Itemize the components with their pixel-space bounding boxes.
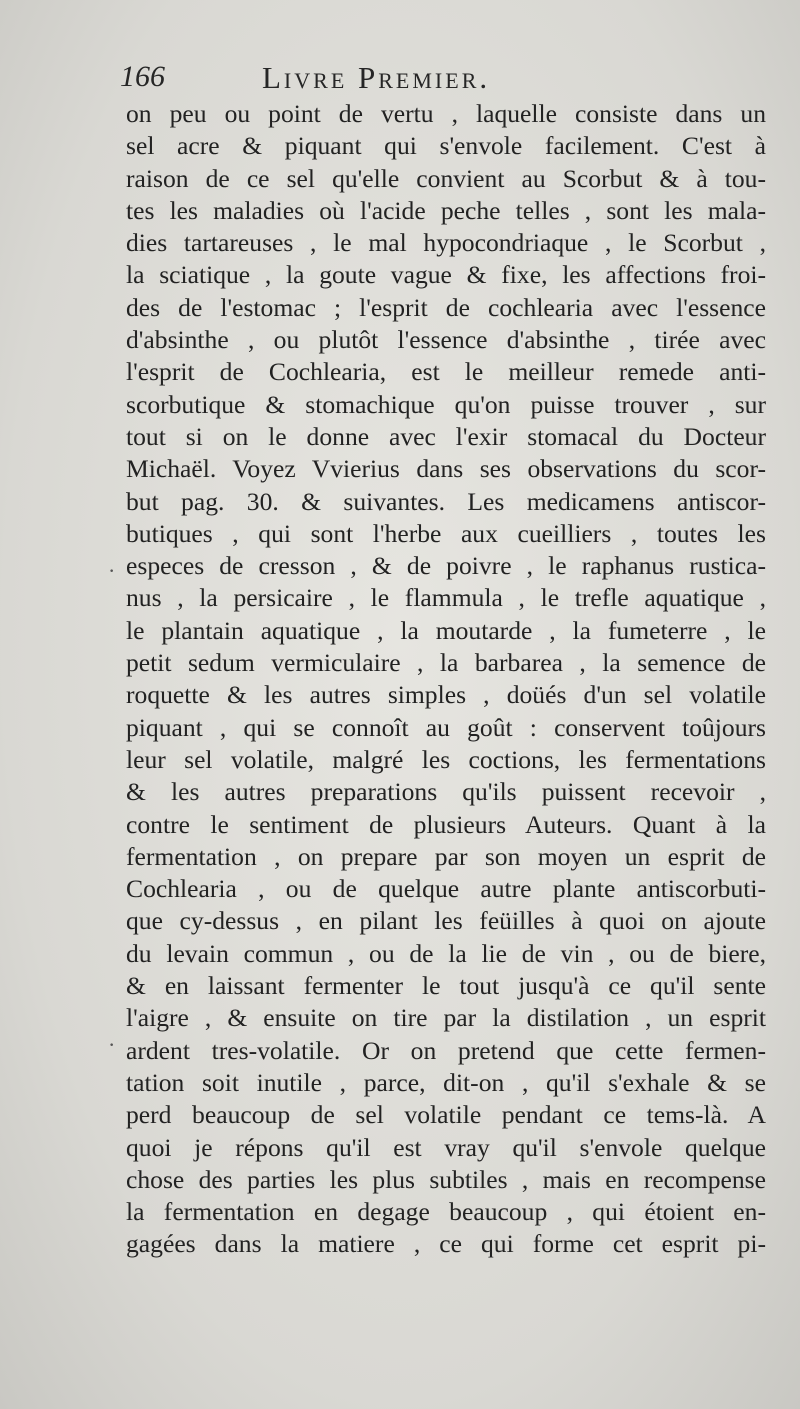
text-line: la sciatique , la goute vague & fixe, les affections froi-	[126, 260, 766, 290]
text-line: perd beaucoup de sel volatile pendant ce tems-là. A	[126, 1100, 766, 1130]
text-line: roquette & les autres simples , doüés d'un sel volatile	[126, 680, 766, 710]
text-line: fermentation , on prepare par son moyen un esprit de	[126, 841, 766, 871]
text-line: especes de cresson , & de poivre , le raphanus rustica-	[126, 551, 766, 581]
text-line: piquant , qui se connoît au goût : conservent toûjours	[126, 712, 766, 742]
text-line: l'aigre , & ensuite on tire par la distilation , un esprit	[126, 1003, 766, 1033]
text-line: & les autres preparations qu'ils puissent recevoir ,	[126, 777, 766, 807]
text-line: nus , la persicaire , le flammula , le trefle aquatique ,	[126, 583, 766, 613]
text-line: l'esprit de Cochlearia, est le meilleur remede anti-	[126, 357, 766, 387]
text-line: scorbutique & stomachique qu'on puisse trouver , sur	[126, 389, 766, 419]
text-line: on peu ou point de vertu , laquelle consiste dans un	[126, 99, 766, 128]
page-number: 166	[120, 60, 165, 93]
text-line: but pag. 30. & suivantes. Les medicamens antiscor-	[126, 486, 766, 516]
text-line: contre le sentiment de plusieurs Auteurs. Quant à la	[126, 809, 766, 839]
text-line: sel acre & piquant qui s'envole facilement. C'est à	[126, 131, 766, 161]
text-line: & en laissant fermenter le tout jusqu'à ce qu'il sente	[126, 971, 766, 1001]
page-header	[120, 56, 760, 100]
text-line: tes les maladies où l'acide peche telles , sont les mala-	[126, 195, 766, 225]
text-line: ardent tres-volatile. Or on pretend que cette fermen-	[126, 1035, 766, 1065]
margin-dot: ·	[108, 1032, 116, 1057]
text-line: dies tartareuses , le mal hypocondriaque , le Scorbut ,	[126, 228, 766, 258]
text-line: d'absinthe , ou plutôt l'essence d'absinthe , tirée avec	[126, 325, 766, 355]
running-head: Livre Premier.	[262, 60, 491, 95]
text-line: butiques , qui sont l'herbe aux cueilliers , toutes les	[126, 518, 766, 548]
text-line: Michaël. Voyez Vvierius dans ses observations du scor-	[126, 454, 766, 484]
text-line: Cochlearia , ou de quelque autre plante antiscorbuti-	[126, 874, 766, 904]
text-line: tout si on le donne avec l'exir stomacal du Docteur	[126, 421, 766, 451]
text-line: quoi je répons qu'il est vray qu'il s'envole quelque	[126, 1132, 766, 1162]
text-line: du levain commun , ou de la lie de vin , ou de biere,	[126, 938, 766, 968]
text-line: chose des parties les plus subtiles , mais en recompense	[126, 1164, 766, 1194]
body-text	[126, 98, 766, 1261]
text-line: leur sel volatile, malgré les coctions, les fermentations	[126, 744, 766, 774]
margin-dot: ·	[108, 558, 116, 583]
text-line: raison de ce sel qu'elle convient au Scorbut & à tou-	[126, 163, 766, 193]
text-line: petit sedum vermiculaire , la barbarea , la semence de	[126, 648, 766, 678]
text-line: gagées dans la matiere , ce qui forme cet esprit pi-	[126, 1229, 766, 1259]
text-line: le plantain aquatique , la moutarde , la fumeterre , le	[126, 615, 766, 645]
text-line: la fermentation en degage beaucoup , qui étoient en-	[126, 1197, 766, 1227]
text-line: que cy-dessus , en pilant les feüilles à quoi on ajoute	[126, 906, 766, 936]
text-line: des de l'estomac ; l'esprit de cochlearia avec l'essence	[126, 292, 766, 322]
text-line: tation soit inutile , parce, dit-on , qu'il s'exhale & se	[126, 1067, 766, 1097]
